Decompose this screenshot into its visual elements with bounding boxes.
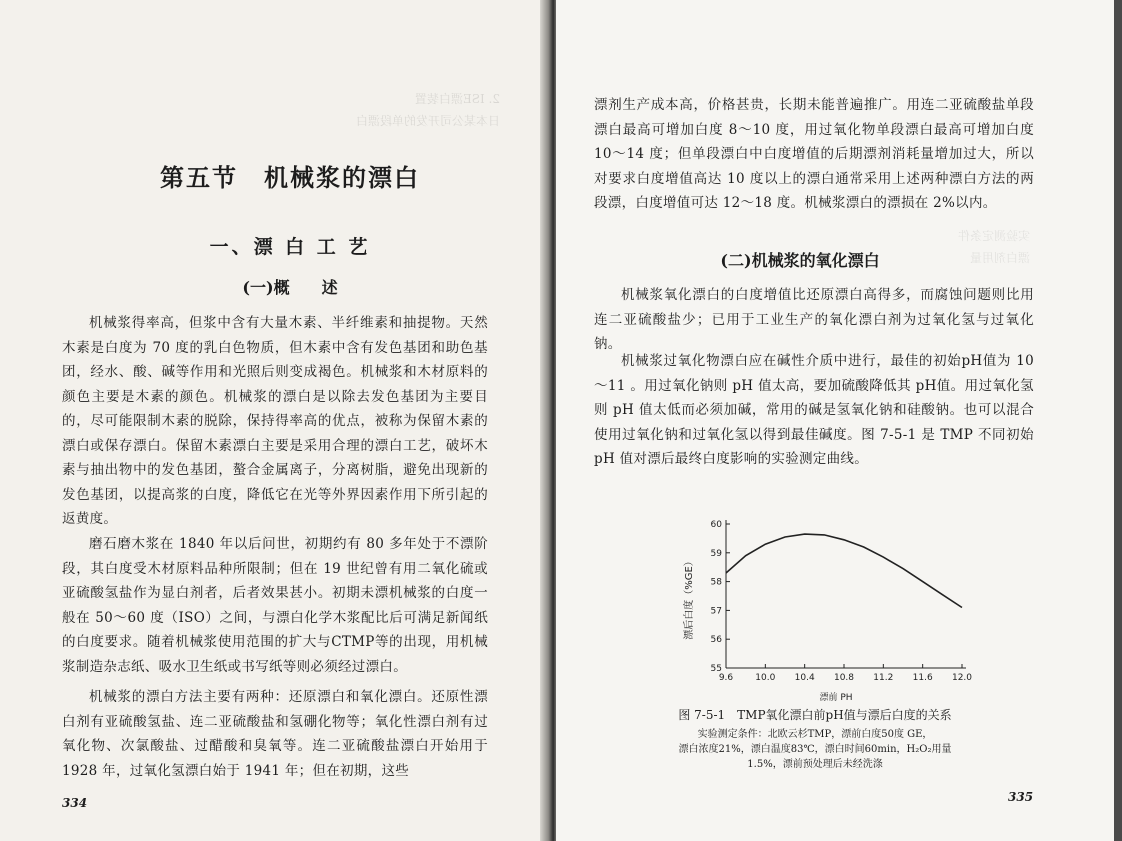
bleed-through-line: 2. ISE漂白装置: [415, 92, 500, 106]
figure-note: 实验测定条件：北欧云杉TMP，漂前白度50度 GE，: [697, 729, 933, 740]
x-axis-label: 漂前 PH: [819, 693, 853, 703]
y-tick-label: 56: [710, 635, 722, 646]
y-tick-label: 55: [710, 664, 722, 674]
paragraph: 机械浆得率高，但浆中含有大量木素、半纤维素和抽提物。天然木素是白度为 70 度的乳白色物质，但木素中含有发色基团和助色基团，经水、酸、碱等作用和光照后则变成褐色。机械浆和木材原料的颜色主要是木素的颜色。机械浆的漂白是以除去发色基团为主要目的，尽可能限制木素的脱除，保持得率高的优点，被称为保留木素的漂白或保存漂白。保留木素漂白主要是采用合理的漂白工艺，破坏木素与抽出物中的发色基团，螯合金属离子，分离树脂，避免出现新的发色基团，以提高浆的白度，降低它在光等外界因素作用下所引起的返黄度。: [62, 315, 488, 527]
subsection-title: (二)机械浆的氧化漂白: [720, 251, 880, 270]
subsection-title: (一)概 述: [242, 278, 338, 297]
page-edge: [1114, 0, 1122, 841]
x-tick-label: 10.8: [833, 673, 855, 683]
page-number: 335: [1008, 790, 1034, 804]
part-title: 一、漂 白 工 艺: [209, 236, 371, 258]
y-tick-label: 60: [710, 520, 722, 530]
figure-caption: 图 7-5-1 TMP氧化漂白前pH值与漂后白度的关系: [678, 708, 952, 722]
x-tick-label: 10.0: [755, 673, 776, 683]
left-page: [0, 0, 548, 841]
figure-note: 漂白浓度21%，漂白温度83℃，漂白时间60min，H₂O₂用量: [678, 744, 952, 755]
figure-chart: [650, 510, 990, 705]
bleed-through-text: [80, 88, 500, 132]
page-number: 334: [62, 796, 88, 810]
x-tick-label: 12.0: [951, 673, 973, 683]
bleed-through-line: 漂白剂用量: [969, 251, 1030, 265]
x-tick-label: 9.6: [718, 673, 734, 683]
y-axis-label: 漂后白度（%GE）: [684, 556, 695, 640]
paragraph: 漂剂生产成本高，价格甚贵，长期未能普遍推广。用连二亚硫酸盐单段漂白最高可增加白度 8～10 度，用过氧化物单段漂白最高可增加白度 10～14 度；但单段漂白中白度增值的后期漂剂消耗量增加过大，所以对要求白度增值高达 10 度以上的漂白通常采用上述两种漂白方法的两段漂，白度增值可达 12～18 度。机械浆漂白的漂损在 2%以内。: [594, 97, 1034, 211]
figure-note: 1.5%，漂前预处理后未经洗涤: [747, 759, 883, 770]
paragraph: 磨石磨木浆在 1840 年以后问世，初期约有 80 多年处于不漂阶段，其白度受木材原料品种所限制；但在 19 世纪曾有用二氧化硫或亚硫酸氢盐作为显白剂者，后者效果甚小。初期未漂机械浆的白度一般在 50～60 度（ISO）之间，与漂白化学木浆配比后可满足新闻纸的白度要求。随着机械浆使用范围的扩大与CTMP等的出现，用机械浆制造杂志纸、吸水卫生纸或书写纸等则必须经过漂白。: [62, 536, 488, 675]
x-axis-ticks: [719, 664, 972, 683]
section-title: 第五节 机械浆的漂白: [160, 163, 420, 192]
x-tick-label: 11.2: [873, 673, 894, 683]
bleed-through-line: 实验测定条件: [957, 229, 1030, 243]
series-curve: [726, 534, 962, 607]
y-tick-label: 59: [710, 548, 722, 559]
y-tick-label: 58: [710, 577, 722, 588]
paragraph: 机械浆的漂白方法主要有两种：还原漂白和氧化漂白。还原性漂白剂有亚硫酸氢盐、连二亚硫酸盐和氢硼化物等；氧化性漂白剂有过氧化物、次氯酸盐、过醋酸和臭氧等。连二亚硫酸盐漂白开始用于 1928 年，过氧化氢漂白始于 1941 年；但在初期，这些: [62, 689, 488, 779]
y-tick-label: 57: [710, 606, 722, 617]
bleed-through-line: 日本某公司开发的单段漂白: [355, 114, 500, 128]
x-tick-label: 11.6: [912, 673, 933, 683]
paragraph: 机械浆过氧化物漂白应在碱性介质中进行，最佳的初始pH值为 10～11 。用过氧化钠则 pH 值太高，要加硫酸降低其 pH值。用过氧化氢则 pH 值太低而必须加碱，常用的碱是氢氧化钠和硅酸钠。也可以混合使用过氧化钠和过氧化氢以得到最佳碱度。图 7-5-1 是 TMP 不同初始 pH 值对漂后最终白度影响的实验测定曲线。: [594, 353, 1034, 467]
paragraph: 机械浆氧化漂白的白度增值比还原漂白高得多，而腐蚀问题则比用连二亚硫酸盐少；已用于工业生产的氧化漂白剂为过氧化氢与过氧化钠。: [594, 287, 1034, 352]
y-axis-ticks: [711, 520, 730, 674]
x-tick-label: 10.4: [794, 673, 815, 683]
